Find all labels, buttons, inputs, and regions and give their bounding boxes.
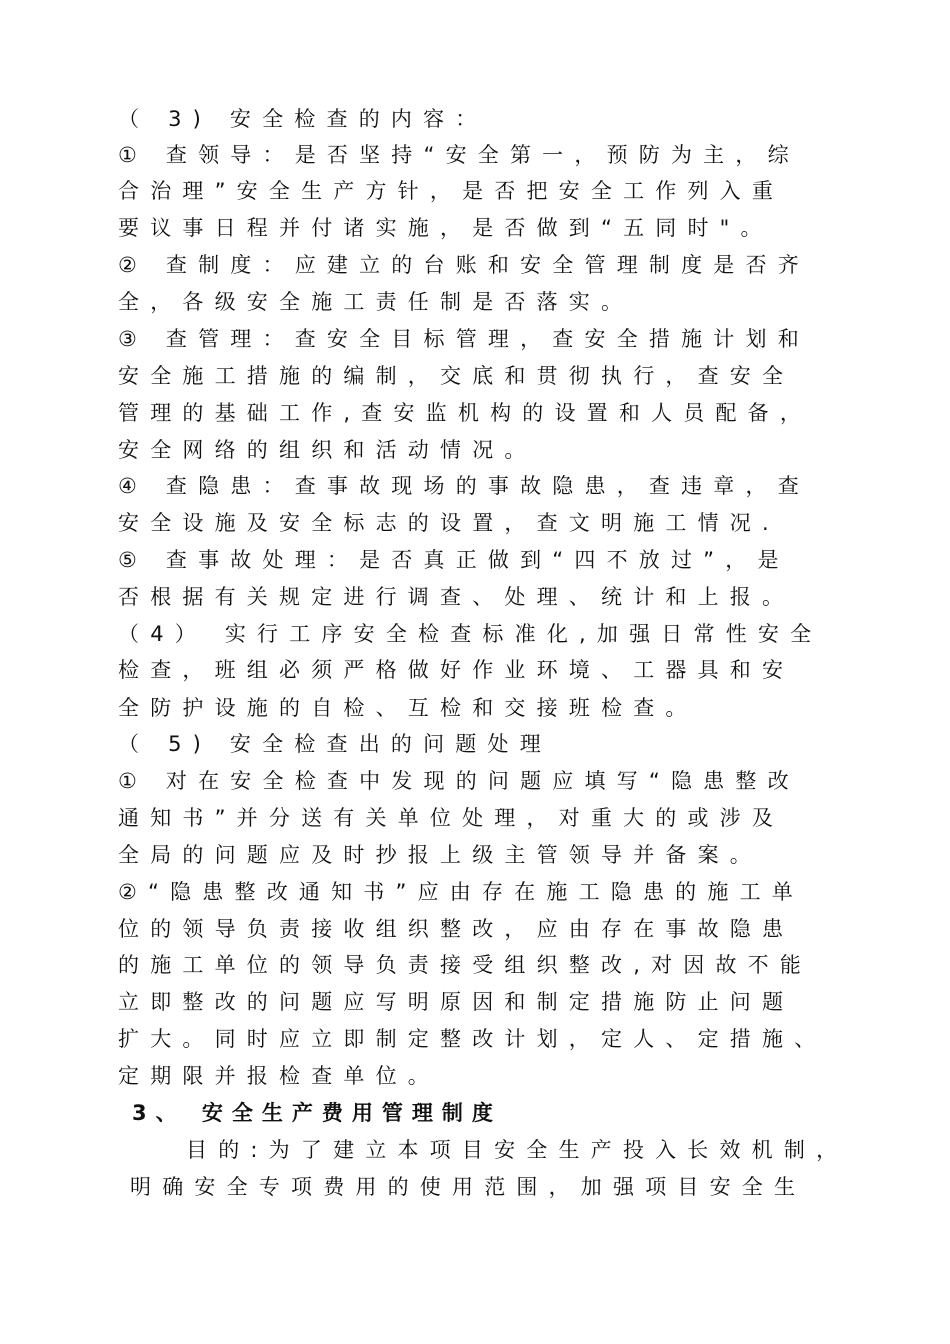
text-line: ③ 查管理：查安全目标管理，查安全措施计划和 [118,327,810,351]
text-line: 安全施工措施的编制，交底和贯彻执行，查安全 [118,364,795,388]
text-line: 立即整改的问题应写明原因和制定措施防止问题 [118,990,795,1014]
text-line: 安全网络的组织和活动情况。 [118,438,537,462]
text-line: 全防护设施的自检、互检和交接班检查。 [118,696,698,720]
paragraph-line: 目的:为了建立本项目安全生产投入长效机制， [186,1138,849,1162]
text-line: 要议事日程并付诸实施，是否做到“五同时"。 [118,216,773,240]
text-line: （ 5) 安全检查出的问题处理 [118,732,552,756]
text-line: ④ 查隐患：查事故现场的事故隐患，查违章，查 [118,474,810,498]
text-line: 扩大。同时应立即制定整改计划，定人、定措施、 [118,1027,827,1051]
text-line: ① 查领导：是否坚持“安全第一，预防为主，综 [118,143,800,167]
text-line: （4） 实行工序安全检查标准化,加强日常性安全 [118,622,823,646]
text-line: 全局的问题应及时抄报上级主管领导并备案。 [118,843,762,867]
paragraph-line: 明确安全专项费用的使用范围，加强项目安全生 [130,1175,807,1199]
text-line: 定期限并报检查单位。 [118,1064,440,1088]
text-line: 全，各级安全施工责任制是否落实。 [118,290,634,314]
text-line: ⑤ 查事故处理：是否真正做到“四不放过”，是 [118,548,790,572]
text-line: ②“隐患整改通知书”应由存在施工隐患的施工单 [118,880,804,904]
text-line: ① 对在安全检查中发现的问题应填写“隐患整改 [118,769,800,793]
text-line: 的施工单位的领导负责接受组织整改,对因故不能 [118,953,813,977]
text-line: （ 3) 安全检查的内容： [118,107,488,131]
text-line: 检查，班组必须严格做好作业环境、工器具和安 [118,658,795,682]
section-heading: 3、 安全生产费用管理制度 [132,1101,502,1125]
text-line: 安全设施及安全标志的设置，查文明施工情况. [118,511,780,535]
text-line: ② 查制度：应建立的台账和安全管理制度是否齐 [118,253,810,277]
text-line: 通知书”并分送有关单位处理，对重大的或涉及 [118,806,785,830]
text-line: 管理的基础工作,查安监机构的设置和人员配备， [118,401,813,425]
text-line: 位的领导负责接收组织整改，应由存在事故隐患 [118,917,795,941]
text-line: 合治理”安全生产方针，是否把安全工作列入重 [118,179,785,203]
text-line: 否根据有关规定进行调查、处理、统计和上报。 [118,585,795,609]
